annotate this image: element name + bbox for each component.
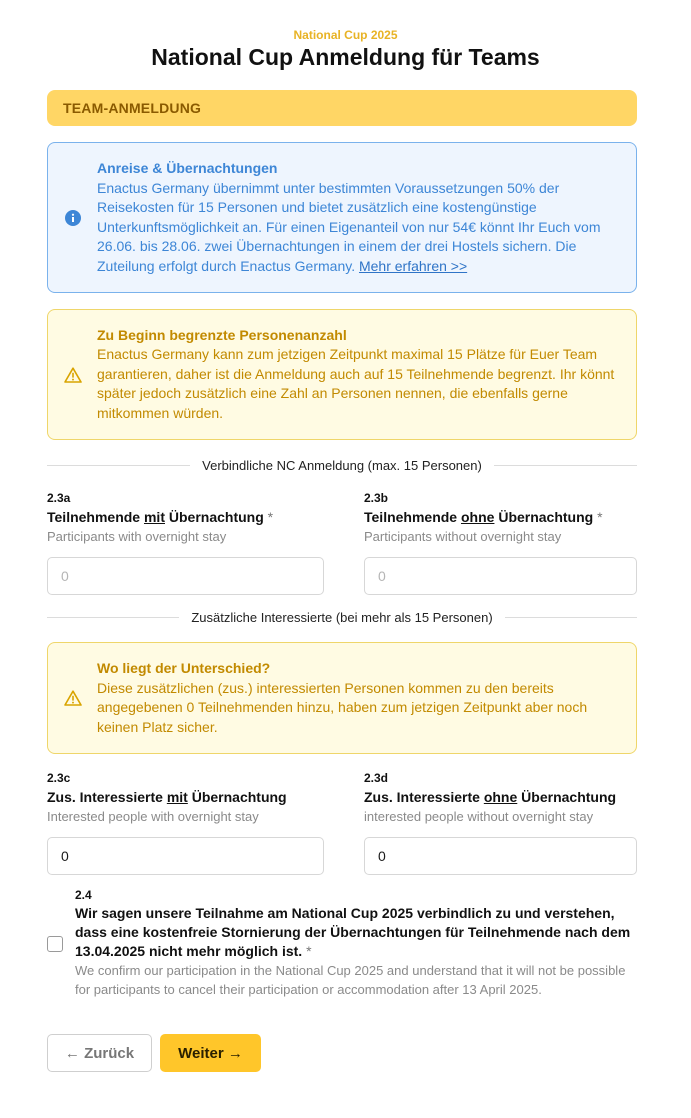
info-alert-text bbox=[97, 179, 618, 277]
capacity-warning-text: Enactus Germany kann zum jetzigen Zeitpunkt maximal 15 Plätze für Euer Team garantieren, daher ist die Anmeldung auch auf 15 Teilnehmende begrenzt. Ihr könnt später jedoch zusätzlich eine Zahl an Personen nennen, die ebenfalls gerne mitkommen würden. bbox=[97, 346, 615, 421]
field-label: Teilnehmende mit Übernachtung * bbox=[47, 509, 274, 525]
field-sublabel: Participants with overnight stay bbox=[47, 529, 227, 544]
confirm-checkbox[interactable] bbox=[47, 936, 63, 952]
field-number: 2.3a bbox=[47, 491, 71, 505]
field-participants-with-stay bbox=[47, 491, 324, 595]
participants-without-stay-input[interactable]: 0 bbox=[364, 557, 637, 595]
divider-label: Zusätzliche Interessierte (bei mehr als 15 Personen) bbox=[191, 609, 493, 625]
page-title: National Cup Anmeldung für Teams bbox=[151, 44, 540, 70]
warning-icon bbox=[48, 690, 97, 706]
info-alert bbox=[47, 142, 637, 293]
page-eyebrow: National Cup 2025 bbox=[293, 28, 398, 42]
field-label: Teilnehmende ohne Übernachtung * bbox=[364, 509, 603, 525]
field-sublabel: interested people without overnight stay bbox=[364, 809, 594, 824]
difference-warning-alert bbox=[47, 642, 637, 754]
section-header bbox=[47, 90, 637, 126]
field-participants-without-stay bbox=[364, 491, 637, 595]
field-interested-with-stay bbox=[47, 771, 324, 875]
difference-warning-title: Wo liegt der Unterschied? bbox=[97, 660, 271, 676]
checkbox-wrap bbox=[47, 888, 75, 999]
field-label: Zus. Interessierte ohne Übernachtung bbox=[364, 789, 617, 805]
field-sublabel: Interested people with overnight stay bbox=[47, 809, 259, 824]
info-alert-body: Enactus Germany übernimmt unter bestimmten Voraussetzungen 50% der Reisekosten für 15 Personen und bietet zusätzlich eine kostengünstige Unterkunftsmöglichkeit an. Für einen Eigenanteil von nur 54€ könnt Ihr Euch vom 26.06. bis 28.06. zwei Übernachtungen in einem der drei Hostels sichern. Die Zuteilung erfolgt durch Enactus Germany. bbox=[97, 179, 601, 274]
interested-without-stay-input[interactable]: 0 bbox=[364, 837, 637, 875]
info-icon bbox=[48, 210, 97, 226]
field-interested-without-stay bbox=[364, 771, 637, 875]
confirm-label: Wir sagen unsere Teilnahme am National Cup 2025 verbindlich zu und verstehen, dass eine kostenfreie Stornierung der Übernachtungen für Teilnehmende nach dem 13.04.2025 nicht mehr möglich ist. * bbox=[75, 905, 631, 959]
field-number: 2.4 bbox=[75, 888, 92, 902]
next-button[interactable]: Weiter → bbox=[160, 1034, 261, 1072]
info-alert-title: Anreise & Übernachtungen bbox=[97, 160, 278, 176]
difference-warning-text: Diese zusätzlichen (zus.) interessierten Personen kommen zu den bereits angegebenen 0 Teilnehmenden hinzu, haben zum jetzigen Zeitpunkt aber noch keinen Platz sicher. bbox=[97, 679, 588, 735]
warning-icon bbox=[48, 367, 97, 383]
field-number: 2.3d bbox=[364, 771, 389, 785]
field-label: Zus. Interessierte mit Übernachtung bbox=[47, 789, 287, 805]
capacity-warning-title: Zu Beginn begrenzte Personenanzahl bbox=[97, 326, 347, 343]
capacity-warning-alert bbox=[47, 309, 637, 440]
field-number: 2.3b bbox=[364, 491, 389, 505]
learn-more-link[interactable]: Mehr erfahren >> bbox=[358, 257, 468, 274]
participants-with-stay-input[interactable]: 0 bbox=[47, 557, 324, 595]
confirm-participation bbox=[47, 888, 637, 999]
field-sublabel: Participants without overnight stay bbox=[364, 529, 562, 544]
back-button[interactable]: ← Zurück bbox=[47, 1034, 152, 1072]
section-title: TEAM-ANMELDUNG bbox=[63, 100, 202, 116]
divider-binding-registration bbox=[47, 455, 637, 475]
confirm-sublabel: We confirm our participation in the National Cup 2025 and understand that it will not be possible for participants to cancel their participation or accommodation after 13 April 2025. bbox=[75, 963, 626, 997]
interested-with-stay-input[interactable]: 0 bbox=[47, 837, 324, 875]
divider-label: Verbindliche NC Anmeldung (max. 15 Personen) bbox=[202, 457, 482, 473]
divider-additional-interested bbox=[47, 607, 637, 627]
field-number: 2.3c bbox=[47, 771, 71, 785]
confirm-text bbox=[75, 888, 637, 999]
